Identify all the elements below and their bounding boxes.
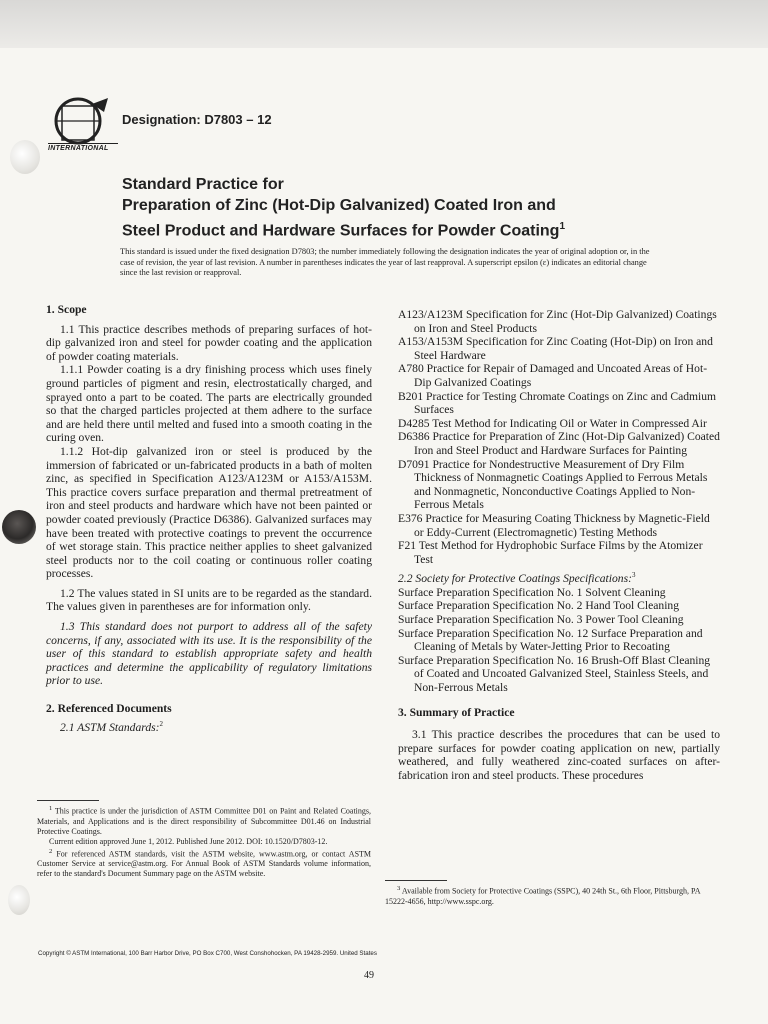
page-number: 49: [364, 970, 374, 981]
ref-item: A153/A153M Specification for Zinc Coating (Hot-Dip) on Iron and Steel Hardware: [398, 335, 713, 362]
footnote-rule: [385, 880, 447, 881]
document-title: [122, 174, 682, 241]
title-line-2: Preparation of Zinc (Hot-Dip Galvanized) Coated Iron and: [122, 197, 556, 214]
para-1-1-1: 1.1.1 Powder coating is a dry finishing process which uses finely ground particles of pigment and resin, electrostatically charged, and sprayed onto a part to be coated. The parts are electrically grounded so that the charged particles projected at them adhere to the surface and are held there until melted and fused into a smooth coating in the curing oven.: [46, 363, 372, 445]
punch-hole-top: [10, 140, 40, 174]
left-column: [46, 301, 372, 734]
ref-item: B201 Practice for Testing Chromate Coatings on Zinc and Cadmium Surfaces: [398, 389, 717, 417]
issuance-notice: This standard is issued under the fixed designation D7803; the number immediately following the designation indicates the year of original adoption or, in the case of revision, the year of last revision. A number in parentheses indicates the year of last reapproval. A superscript epsilon (ε) indicates an editorial change since the last revision or reapproval.: [120, 247, 650, 277]
footnote-2: $^2$ For referenced ASTM standards, visit the ASTM website, www.astm.org, or contact ASTM Customer Service at service@astm.org. For Annual Book of ASTM Standards volume information, refer to the standard's Document Summary page on the ASTM website.: [37, 847, 372, 879]
right-footnotes: [385, 880, 715, 907]
para-1-3: 1.3 This standard does not purport to address all of the safety concerns, if any, associated with its use. It is the responsibility of the user of this standard to establish appropriate safety and health practices and determine the applicability of regulatory limitations prior to use.: [46, 620, 372, 688]
footnote-rule: [37, 800, 99, 801]
title-line-3: Steel Product and Hardware Surfaces for Powder Coating$^1$: [122, 221, 565, 240]
ref-item: A780 Practice for Repair of Damaged and Uncoated Areas of Hot-Dip Galvanized Coatings: [398, 362, 708, 389]
sspc-item: Surface Preparation Specification No. 16 Brush-Off Blast Cleaning of Coated and Uncoated Galvanized Steel, Stainless Steels, and Non-Ferrous Metals: [398, 653, 711, 694]
summary-heading: 3. Summary of Practice: [398, 706, 515, 720]
right-column: [398, 308, 720, 782]
ref-item: D6386 Practice for Preparation of Zinc (Hot-Dip Galvanized) Coated Iron and Steel Product and Hardware Surfaces for Painting: [398, 430, 720, 457]
ref-item: D4285 Test Method for Indicating Oil or Water in Compressed Air: [398, 416, 707, 430]
ref-item: E376 Practice for Measuring Coating Thickness by Magnetic-Field or Eddy-Current (Electromagnetic) Testing Methods: [398, 511, 710, 539]
para-3-1: 3.1 This practice describes the procedures that can be used to prepare surfaces for powder coating application on new, partially weathered, and fully weathered zinc-coated surfaces on after-fabrication iron and steel products. These procedures: [398, 728, 720, 782]
sspc-item: Surface Preparation Specification No. 3 Power Tool Cleaning: [398, 612, 684, 626]
title-line-1: Standard Practice for: [122, 176, 284, 193]
para-1-2: 1.2 The values stated in SI units are to be regarded as the standard. The values given in parentheses are for information only.: [46, 586, 372, 614]
scan-top-band: [0, 0, 768, 48]
sspc-heading: 2.2 Society for Protective Coatings Specifications:$^3$: [398, 571, 636, 586]
punch-hole-middle: [2, 510, 36, 544]
logo-subtext: INTERNATIONAL: [48, 143, 118, 152]
footnote-1b: Current edition approved June 1, 2012. Published June 2012. DOI: 10.1520/D7803-12.: [49, 836, 328, 846]
sspc-item: Surface Preparation Specification No. 12 Surface Preparation and Cleaning of Metals by Water-Jetting Prior to Recoating: [398, 626, 703, 654]
astm-standards-heading: 2.1 ASTM Standards:$^2$: [60, 719, 164, 734]
punch-hole-bottom: [8, 885, 30, 915]
ref-item: A123/A123M Specification for Zinc (Hot-Dip Galvanized) Coatings on Iron and Steel Products: [398, 308, 717, 335]
copyright-footer: Copyright © ASTM International, 100 Barr Harbor Drive, PO Box C700, West Conshohocken, PA 19428-2959. United States: [38, 950, 377, 957]
scope-heading: 1. Scope: [46, 303, 87, 316]
footnote-1: $^1$ This practice is under the jurisdiction of ASTM Committee D01 on Paint and Related Coatings, Materials, and Applications and is the direct responsibility of Subcommittee D01.46 on Industrial Protective Coatings.: [37, 805, 372, 836]
footnote-3: $^3$ Available from Society for Protective Coatings (SSPC), 40 24th St., 6th Floor, Pittsburgh, PA 15222-4656, http://www.sspc.org.: [385, 885, 701, 906]
ref-item: F21 Test Method for Hydrophobic Surface Films by the Atomizer Test: [398, 539, 703, 566]
sspc-item: Surface Preparation Specification No. 1 Solvent Cleaning: [398, 585, 666, 599]
refdocs-heading: 2. Referenced Documents: [46, 702, 172, 716]
ref-item: D7091 Practice for Nondestructive Measurement of Dry Film Thickness of Nonmagnetic Coatings Applied to Ferrous Metals and Nonmagnetic, Nonconductive Coatings Applied to Non-Ferrous Metals: [398, 457, 708, 512]
left-footnotes: [37, 800, 371, 879]
para-1-1: 1.1 This practice describes methods of preparing surfaces of hot-dip galvanized iron and steel for powder coating and the application of powder coating materials.: [46, 322, 372, 363]
para-1-1-2: 1.1.2 Hot-dip galvanized iron or steel is produced by the immersion of fabricated or un-fabricated products in a bath of molten zinc, as specified in Specification A123/A123M or A153/A153M. This practice covers surface preparation and thermal pretreatment of iron and steel products and hardware which have not been painted or powder coated previously (Practice D6386). Galvanized surfaces may have been treated with protective coatings to prevent the occurrence of wet storage stain. This practice neither applies to sheet galvanized steel products nor to the coil coating or continuous roller coating processes.: [46, 444, 372, 581]
designation: Designation: D7803 – 12: [122, 112, 272, 127]
sspc-item: Surface Preparation Specification No. 2 Hand Tool Cleaning: [398, 599, 680, 613]
